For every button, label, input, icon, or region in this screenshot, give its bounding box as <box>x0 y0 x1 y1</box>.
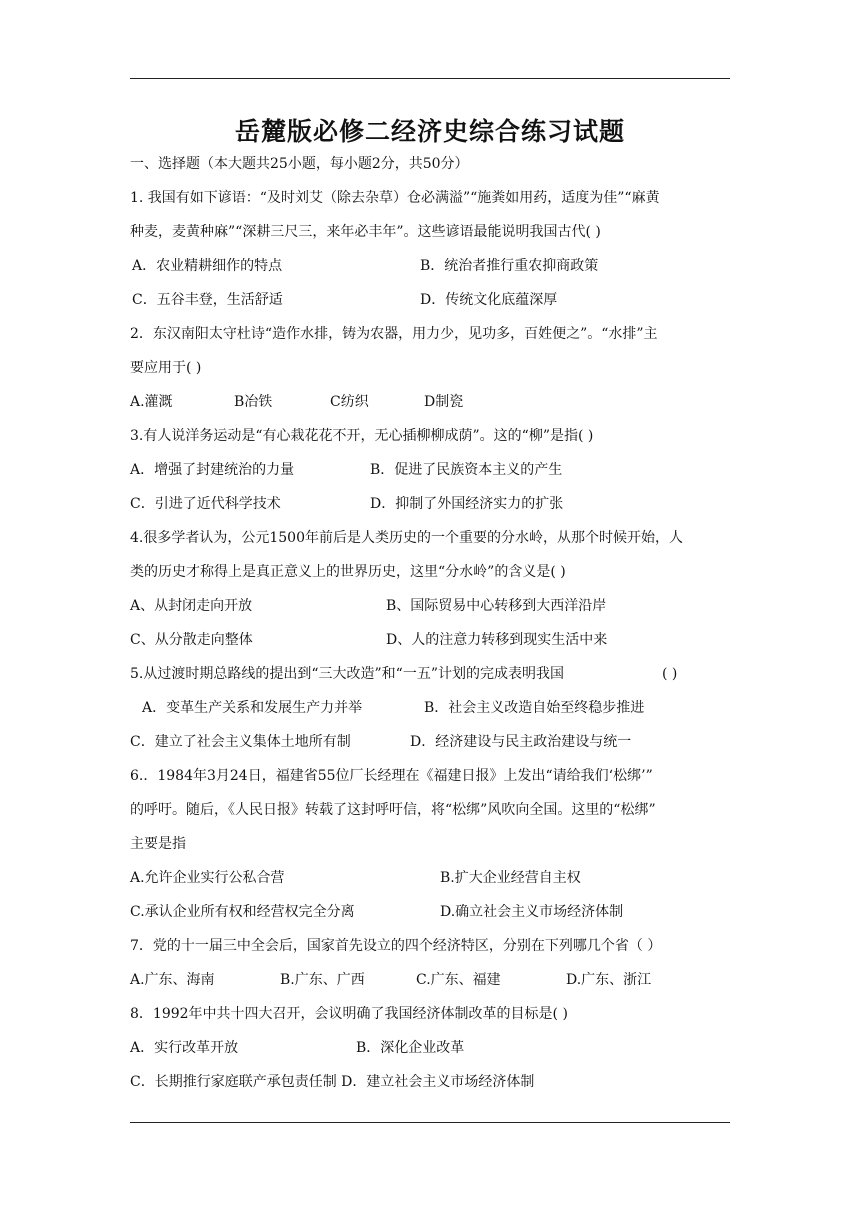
question-3-option-b[interactable]: B．促进了民族资本主义的产生 <box>370 462 563 478</box>
question-7-option-c[interactable]: C.广东、福建 <box>416 972 501 988</box>
question-4-stem-line-2: 类的历史才称得上是真正意义上的世界历史，这里“分水岭”的含义是( ) <box>130 564 566 580</box>
question-5-option-a[interactable]: A．变革生产关系和发展生产力并举 <box>142 700 363 716</box>
question-8-options-row-1 <box>130 1035 730 1061</box>
question-2-option-b[interactable]: B冶铁 <box>234 394 273 410</box>
question-5-option-c[interactable]: C．建立了社会主义集体土地所有制 <box>130 734 351 750</box>
question-6-stem-line-1: 6.．1984年3月24日，福建省55位厂长经理在《福建日报》上发出“请给我们‘松绑’” <box>130 768 653 784</box>
question-4-option-d[interactable]: D、人的注意力转移到现实生活中来 <box>386 632 608 648</box>
question-1-stem-line-1: 1. 我国有如下谚语：“及时刘艾（除去杂草）仓必满溢”“施粪如用药，适度为佳”“麻黄 <box>130 190 660 206</box>
question-5-options-row-2 <box>130 729 730 755</box>
question-6-stem-line-2: 的呼吁。随后，《人民日报》转载了这封呼吁信，将“松绑”风吹向全国。这里的“松绑” <box>130 802 656 818</box>
question-1-stem-line-2: 种麦，麦黄种麻”“深耕三尺三，来年必丰年”。这些谚语最能说明我国古代( ) <box>130 224 601 240</box>
question-3-option-d[interactable]: D．抑制了外国经济实力的扩张 <box>370 496 564 512</box>
question-6-options-row-1 <box>130 865 730 891</box>
question-6-option-b[interactable]: B.扩大企业经营自主权 <box>440 870 581 886</box>
question-2-stem-line-1: 2．东汉南阳太守杜诗“造作水排，铸为农器，用力少，见功多，百姓便之”。“水排”主 <box>130 326 658 342</box>
question-3-option-c[interactable]: C．引进了近代科学技术 <box>130 496 281 512</box>
question-2-options-row <box>130 389 730 415</box>
question-8-option-a[interactable]: A．实行改革开放 <box>130 1040 239 1056</box>
question-5-answer-paren: ( ) <box>662 666 678 682</box>
question-1-options-row-2 <box>130 287 730 313</box>
question-8-stem-line-1: 8．1992年中共十四大召开，会议明确了我国经济体制改革的目标是( ) <box>130 1006 568 1022</box>
question-8-option-b[interactable]: B．深化企业改革 <box>356 1040 465 1056</box>
question-3-stem-line-1: 3.有人说洋务运动是“有心栽花花不开，无心插柳柳成荫”。这的“柳”是指( ) <box>130 428 594 444</box>
question-2-option-d[interactable]: D制瓷 <box>424 394 464 410</box>
footer-rule <box>130 1122 730 1123</box>
question-7-option-a[interactable]: A.广东、海南 <box>130 972 215 988</box>
question-4-options-row-1 <box>130 593 730 619</box>
question-1-option-a[interactable]: A．农业精耕细作的特点 <box>132 258 283 274</box>
question-1-option-d[interactable]: D．传统文化底蕴深厚 <box>420 292 558 308</box>
question-7-option-d[interactable]: D.广东、浙江 <box>566 972 652 988</box>
question-1-options-row-1 <box>130 253 730 279</box>
question-4-options-row-2 <box>130 627 730 653</box>
question-7-option-b[interactable]: B.广东、广西 <box>280 972 365 988</box>
question-1-option-b[interactable]: B．统治者推行重农抑商政策 <box>420 258 599 274</box>
question-7-options-row <box>130 967 730 993</box>
question-6-option-c[interactable]: C.承认企业所有权和经营权完全分离 <box>130 904 355 920</box>
question-1-option-c[interactable]: C．五谷丰登，生活舒适 <box>132 292 283 308</box>
question-2-stem-line-2: 要应用于( ) <box>130 360 202 376</box>
question-6-options-row-2 <box>130 899 730 925</box>
question-5-stem-line-1 <box>130 661 730 687</box>
question-3-options-row-1 <box>130 457 730 483</box>
question-6-option-a[interactable]: A.允许企业实行公私合营 <box>130 870 285 886</box>
page-title: 岳麓版必修二经济史综合练习试题 <box>234 117 625 146</box>
question-5-options-row-1 <box>130 695 730 721</box>
question-6-stem-line-3: 主要是指 <box>130 836 186 852</box>
question-3-options-row-2 <box>130 491 730 517</box>
question-4-option-b[interactable]: B、国际贸易中心转移到大西洋沿岸 <box>386 598 607 614</box>
question-5-option-b[interactable]: B．社会主义改造自始至终稳步推进 <box>424 700 645 716</box>
question-4-option-a[interactable]: A、从封闭走向开放 <box>130 598 253 614</box>
question-4-stem-line-1: 4.很多学者认为，公元1500年前后是人类历史的一个重要的分水岭，从那个时候开始，人 <box>130 530 683 546</box>
question-7-stem-line-1: 7．党的十一届三中全会后，国家首先设立的四个经济特区，分别在下列哪几个省（ ） <box>130 938 662 954</box>
question-2-option-a[interactable]: A.灌溉 <box>130 394 173 410</box>
header-rule <box>130 78 730 79</box>
section-heading: 一、选择题（本大题共25小题，每小题2分，共50分） <box>130 156 469 172</box>
question-8-options-row-2[interactable]: C．长期推行家庭联产承包责任制 D．建立社会主义市场经济体制 <box>130 1074 535 1090</box>
question-5-stem-text: 5.从过渡时期总路线的提出到“三大改造”和“一五”计划的完成表明我国 <box>130 666 564 682</box>
question-4-option-c[interactable]: C、从分散走向整体 <box>130 632 253 648</box>
question-5-option-d[interactable]: D．经济建设与民主政治建设与统一 <box>410 734 632 750</box>
question-2-option-c[interactable]: C纺织 <box>330 394 369 410</box>
question-3-option-a[interactable]: A．增强了封建统治的力量 <box>130 462 295 478</box>
question-6-option-d[interactable]: D.确立社会主义市场经济体制 <box>440 904 624 920</box>
